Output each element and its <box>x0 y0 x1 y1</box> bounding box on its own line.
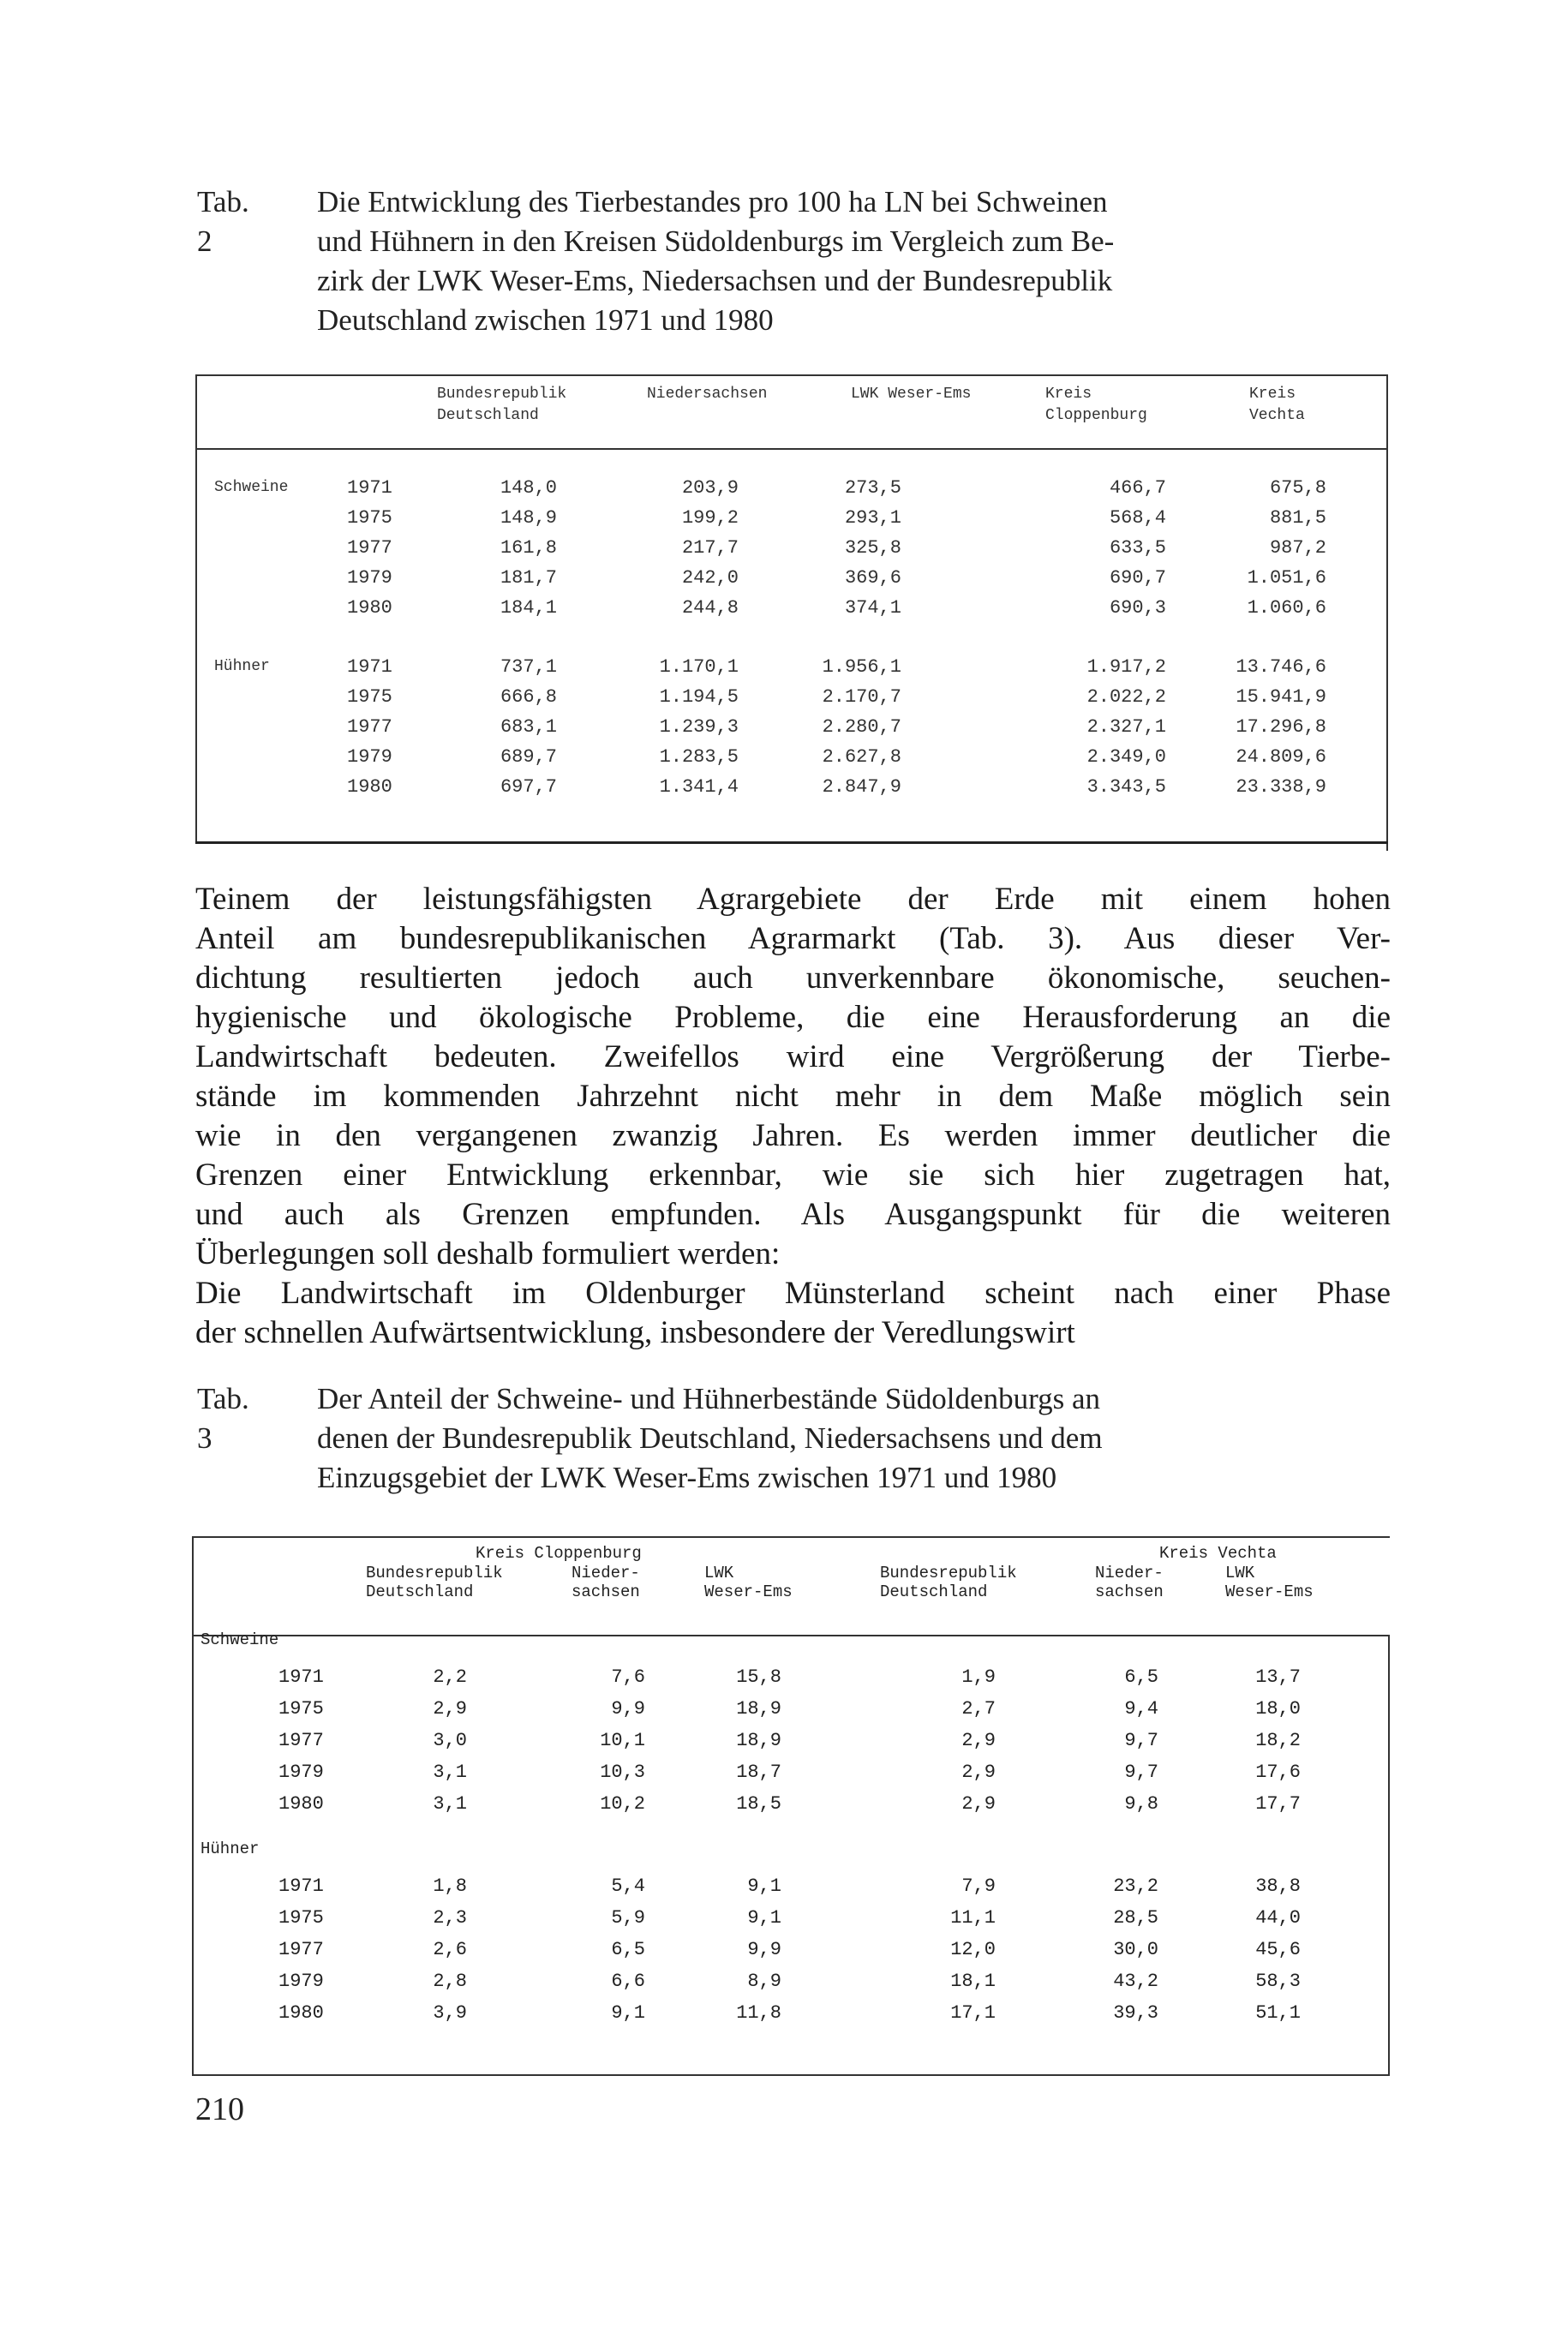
table-cell: 43,2 <box>1113 1971 1158 1992</box>
table-cell: 3,1 <box>433 1762 467 1783</box>
row-group-label: Hühner <box>214 658 270 675</box>
table-cell: 58,3 <box>1255 1971 1301 1992</box>
table-cell: 325,8 <box>844 537 901 559</box>
table-cell: 9,7 <box>1124 1730 1158 1751</box>
column-header: Kreis <box>1045 386 1092 403</box>
column-header: Nieder- <box>572 1564 640 1582</box>
table-cell: 881,5 <box>1269 507 1326 529</box>
table-cell: 6,5 <box>1124 1666 1158 1688</box>
table-cell: 17.296,8 <box>1236 716 1326 738</box>
table-cell: 2.022,2 <box>1086 686 1166 708</box>
table-cell: 2,8 <box>433 1971 467 1992</box>
table-cell: 161,8 <box>500 537 557 559</box>
paragraph-line: dichtung resultierten jedoch auch unverkennbare ökonomische, seuchen- <box>195 960 1391 996</box>
table-cell: 199,2 <box>681 507 739 529</box>
column-header: Vechta <box>1249 407 1305 424</box>
paragraph-line: hygienische und ökologische Probleme, die eine Herausforderung an die <box>195 1000 1391 1035</box>
table-cell: 51,1 <box>1255 2002 1301 2024</box>
table-cell: 15.941,9 <box>1236 686 1326 708</box>
column-header: LWK <box>1225 1564 1255 1582</box>
caption-line: Die Entwicklung des Tierbestandes pro 100 ha LN bei Schweinen <box>317 185 1108 218</box>
body-paragraph <box>195 880 1391 1353</box>
year-cell: 1977 <box>347 716 392 738</box>
table-cell: 244,8 <box>681 597 739 619</box>
year-cell: 1975 <box>347 507 392 529</box>
table-cell: 15,8 <box>736 1666 781 1688</box>
caption-line: Der Anteil der Schweine- und Hühnerbestände Südoldenburgs an <box>317 1382 1100 1415</box>
year-cell: 1977 <box>347 537 392 559</box>
year-cell: 1975 <box>278 1698 324 1720</box>
table-cell: 7,9 <box>961 1875 996 1897</box>
paragraph-line: Landwirtschaft bedeuten. Zweifellos wird eine Vergrößerung der Tierbe- <box>195 1039 1391 1074</box>
table-cell: 44,0 <box>1255 1907 1301 1929</box>
column-header: Kreis <box>1249 386 1296 403</box>
table-cell: 273,5 <box>844 477 901 499</box>
table-cell: 3,9 <box>433 2002 467 2024</box>
year-cell: 1975 <box>347 686 392 708</box>
table-cell: 1.170,1 <box>659 656 739 678</box>
table-cell: 11,1 <box>950 1907 996 1929</box>
year-cell: 1979 <box>278 1762 324 1783</box>
table-cell: 683,1 <box>500 716 557 738</box>
table-cell: 13.746,6 <box>1236 656 1326 678</box>
table-cell: 184,1 <box>500 597 557 619</box>
table-cell: 2.847,9 <box>822 776 901 798</box>
year-cell: 1979 <box>347 567 392 589</box>
caption-line: Deutschland zwischen 1971 und 1980 <box>317 303 774 337</box>
year-cell: 1977 <box>278 1939 324 1960</box>
paragraph-line: wie in den vergangenen zwanzig Jahren. Es werden immer deutlicher die <box>195 1118 1391 1153</box>
table-cell: 568,4 <box>1109 507 1166 529</box>
table-cell: 9,1 <box>747 1907 781 1929</box>
table-cell: 690,7 <box>1109 567 1166 589</box>
table-cell: 374,1 <box>844 597 901 619</box>
table-cell: 1.051,6 <box>1247 567 1326 589</box>
column-header: Deutschland <box>437 407 539 424</box>
table-cell: 2,7 <box>961 1698 996 1720</box>
tab3-caption-text <box>317 1379 1568 1498</box>
year-cell: 1980 <box>278 2002 324 2024</box>
year-cell: 1977 <box>278 1730 324 1751</box>
table-cell: 7,6 <box>611 1666 645 1688</box>
table-cell: 690,3 <box>1109 597 1166 619</box>
column-header: sachsen <box>1095 1582 1164 1601</box>
table-cell: 369,6 <box>844 567 901 589</box>
year-cell: 1980 <box>347 597 392 619</box>
table-cell: 12,0 <box>950 1939 996 1960</box>
table-cell: 466,7 <box>1109 477 1166 499</box>
table-cell: 18,1 <box>950 1971 996 1992</box>
table-cell: 5,4 <box>611 1875 645 1897</box>
table-cell: 2,9 <box>961 1730 996 1751</box>
page-number: 210 <box>195 2091 244 2127</box>
table-cell: 9,4 <box>1124 1698 1158 1720</box>
table-cell: 30,0 <box>1113 1939 1158 1960</box>
table-cell: 2,9 <box>433 1698 467 1720</box>
table-cell: 181,7 <box>500 567 557 589</box>
tab2-label: Tab. 2 <box>197 185 249 258</box>
paragraph-line: Anteil am bundesrepublikanischen Agrarmarkt (Tab. 3). Aus dieser Ver- <box>195 921 1391 956</box>
table-cell: 18,5 <box>736 1793 781 1815</box>
caption-line: Einzugsgebiet der LWK Weser-Ems zwischen 1971 und 1980 <box>317 1461 1057 1494</box>
year-cell: 1971 <box>278 1666 324 1688</box>
table-cell: 10,2 <box>600 1793 645 1815</box>
table-cell: 1.341,4 <box>659 776 739 798</box>
paragraph-line: Grenzen einer Entwicklung erkennbar, wie sie sich hier zugetragen hat, <box>195 1158 1391 1193</box>
column-header: LWK Weser-Ems <box>851 386 972 403</box>
group-header: Kreis Vechta <box>1159 1544 1277 1563</box>
table-cell: 18,9 <box>736 1698 781 1720</box>
table-cell: 2.627,8 <box>822 746 901 768</box>
year-cell: 1980 <box>278 1793 324 1815</box>
table-cell: 148,9 <box>500 507 557 529</box>
year-cell: 1971 <box>347 656 392 678</box>
table-cell: 675,8 <box>1269 477 1326 499</box>
column-header: Cloppenburg <box>1045 407 1147 424</box>
table-cell: 2.170,7 <box>822 686 901 708</box>
column-header: Bundesrepublik <box>880 1564 1017 1582</box>
column-header: Bundesrepublik <box>437 386 567 403</box>
table-cell: 242,0 <box>681 567 739 589</box>
paragraph-line: und auch als Grenzen empfunden. Als Ausgangspunkt für die weiteren <box>195 1197 1391 1232</box>
year-cell: 1975 <box>278 1907 324 1929</box>
table-cell: 18,0 <box>1255 1698 1301 1720</box>
table-cell: 1,8 <box>433 1875 467 1897</box>
row-group-label: Schweine <box>200 1630 279 1649</box>
table-cell: 5,9 <box>611 1907 645 1929</box>
table-cell: 293,1 <box>844 507 901 529</box>
year-cell: 1979 <box>278 1971 324 1992</box>
table-cell: 2,2 <box>433 1666 467 1688</box>
table-cell: 9,8 <box>1124 1793 1158 1815</box>
table-cell: 23,2 <box>1113 1875 1158 1897</box>
table-cell: 10,1 <box>600 1730 645 1751</box>
table-cell: 217,7 <box>681 537 739 559</box>
table-cell: 3.343,5 <box>1086 776 1166 798</box>
column-header: Niedersachsen <box>647 386 768 403</box>
table-cell: 13,7 <box>1255 1666 1301 1688</box>
table-cell: 39,3 <box>1113 2002 1158 2024</box>
table-cell: 9,7 <box>1124 1762 1158 1783</box>
column-header: Weser-Ems <box>1225 1582 1314 1601</box>
table-cell: 8,9 <box>747 1971 781 1992</box>
table-cell: 2.327,1 <box>1086 716 1166 738</box>
table-cell: 9,1 <box>747 1875 781 1897</box>
column-header: Bundesrepublik <box>366 1564 503 1582</box>
table-cell: 1,9 <box>961 1666 996 1688</box>
table-cell: 3,1 <box>433 1793 467 1815</box>
paragraph-line: stände im kommenden Jahrzehnt nicht mehr in dem Maße möglich sein <box>195 1079 1391 1114</box>
row-group-label: Hühner <box>200 1839 260 1858</box>
paragraph-line: Teinem der leistungsfähigsten Agrargebiete der Erde mit einem hohen <box>195 882 1391 917</box>
row-group-label: Schweine <box>214 479 289 496</box>
column-header: LWK <box>704 1564 734 1582</box>
table-cell: 1.917,2 <box>1086 656 1166 678</box>
table-cell: 18,9 <box>736 1730 781 1751</box>
table-cell: 17,1 <box>950 2002 996 2024</box>
table-cell: 148,0 <box>500 477 557 499</box>
table-cell: 9,1 <box>611 2002 645 2024</box>
caption-line: und Hühnern in den Kreisen Südoldenburgs im Vergleich zum Be- <box>317 224 1115 258</box>
table-cell: 11,8 <box>736 2002 781 2024</box>
table-cell: 17,6 <box>1255 1762 1301 1783</box>
tab2-caption-text <box>317 182 1568 340</box>
table-cell: 18,2 <box>1255 1730 1301 1751</box>
table-cell: 1.283,5 <box>659 746 739 768</box>
paragraph-line: Die Landwirtschaft im Oldenburger Münsterland scheint nach einer Phase <box>195 1276 1391 1311</box>
caption-line: zirk der LWK Weser-Ems, Niedersachsen und der Bundesrepublik <box>317 264 1113 297</box>
table-cell: 3,0 <box>433 1730 467 1751</box>
table-cell: 1.060,6 <box>1247 597 1326 619</box>
table-cell: 17,7 <box>1255 1793 1301 1815</box>
table-cell: 23.338,9 <box>1236 776 1326 798</box>
column-header: Deutschland <box>366 1582 474 1601</box>
year-cell: 1980 <box>347 776 392 798</box>
column-header: sachsen <box>572 1582 640 1601</box>
table-cell: 2,6 <box>433 1939 467 1960</box>
year-cell: 1971 <box>347 477 392 499</box>
caption-line: denen der Bundesrepublik Deutschland, Niedersachsens und dem <box>317 1421 1103 1455</box>
group-header: Kreis Cloppenburg <box>476 1544 642 1563</box>
table-cell: 9,9 <box>611 1698 645 1720</box>
table-cell: 1.194,5 <box>659 686 739 708</box>
column-header: Nieder- <box>1095 1564 1164 1582</box>
table-cell: 2.349,0 <box>1086 746 1166 768</box>
table-cell: 666,8 <box>500 686 557 708</box>
tab3-label: Tab. 3 <box>197 1382 249 1455</box>
column-header: Deutschland <box>880 1582 988 1601</box>
table-cell: 10,3 <box>600 1762 645 1783</box>
table-cell: 1.956,1 <box>822 656 901 678</box>
table-cell: 2,3 <box>433 1907 467 1929</box>
table-cell: 203,9 <box>681 477 739 499</box>
table-cell: 45,6 <box>1255 1939 1301 1960</box>
table-cell: 24.809,6 <box>1236 746 1326 768</box>
table-cell: 6,5 <box>611 1939 645 1960</box>
paragraph-line: der schnellen Aufwärtsentwicklung, insbesondere der Veredlungswirt <box>195 1315 1075 1350</box>
table-cell: 633,5 <box>1109 537 1166 559</box>
table-cell: 28,5 <box>1113 1907 1158 1929</box>
table-cell: 987,2 <box>1269 537 1326 559</box>
column-header: Weser-Ems <box>704 1582 793 1601</box>
table-cell: 2.280,7 <box>822 716 901 738</box>
table-cell: 18,7 <box>736 1762 781 1783</box>
paragraph-line: Überlegungen soll deshalb formuliert werden: <box>195 1236 781 1271</box>
year-cell: 1971 <box>278 1875 324 1897</box>
table-cell: 689,7 <box>500 746 557 768</box>
year-cell: 1979 <box>347 746 392 768</box>
table-cell: 737,1 <box>500 656 557 678</box>
table-cell: 2,9 <box>961 1793 996 1815</box>
table-cell: 9,9 <box>747 1939 781 1960</box>
table-cell: 6,6 <box>611 1971 645 1992</box>
table-cell: 2,9 <box>961 1762 996 1783</box>
table-cell: 1.239,3 <box>659 716 739 738</box>
table-cell: 697,7 <box>500 776 557 798</box>
table-cell: 38,8 <box>1255 1875 1301 1897</box>
